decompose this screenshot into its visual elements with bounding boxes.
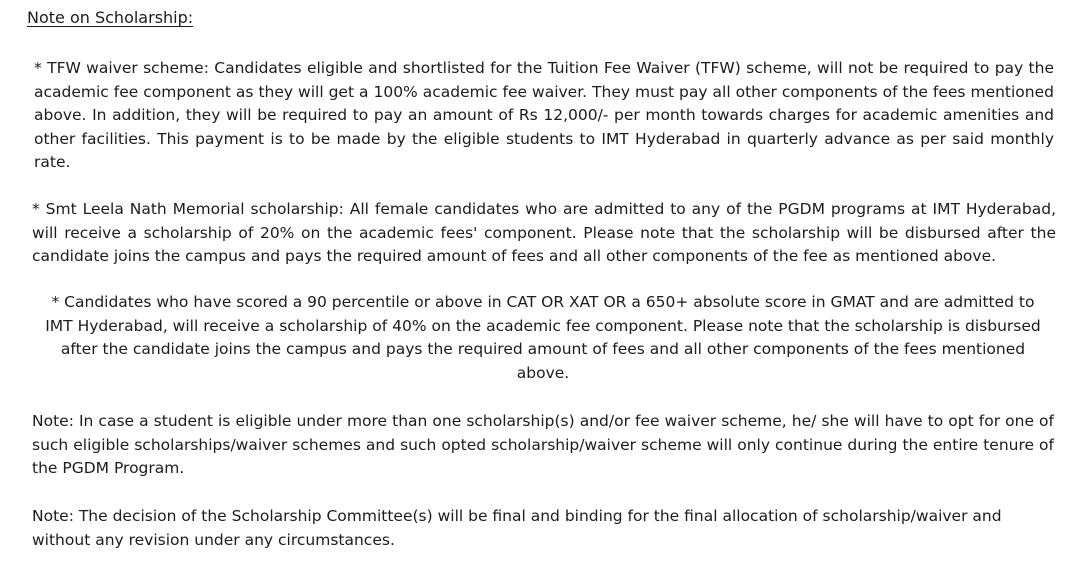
multiple-eligibility-note: Note: In case a student is eligible under more than one scholarship(s) and/or fee waiver scheme, he/ she will have to opt for one of such eligible scholarships/waiver schemes and such opted scholarship/waiver scheme will only continue during the entire tenure of the PGDM Program. (32, 412, 1054, 477)
tfw-waiver-paragraph: * TFW waiver scheme: Candidates eligible and shortlisted for the Tuition Fee Waiver (TFW) scheme, will not be required to pay the academic fee component as they will get a 100% academic fee waiver. They must pay all other components of the fees mentioned above. In addition, they will be required to pay an amount of Rs 12,000/- per month towards charges for academic amenities and other facilities. This payment is to be made by the eligible students to IMT Hyderabad in quarterly advance as per said monthly rate. (34, 59, 1054, 171)
percentile-scholarship-paragraph: * Candidates who have scored a 90 percentile or above in CAT OR XAT OR a 650+ absolute score in GMAT and are admitted to IMT Hyderabad, will receive a scholarship of 40% on the academic fee component. Please note that the scholarship is disbursed after the candidate joins the campus and pays the required amount of fees and all other components of the fees mentioned above. (45, 293, 1041, 382)
section-heading: Note on Scholarship: (27, 8, 194, 27)
leela-nath-scholarship-paragraph: * Smt Leela Nath Memorial scholarship: All female candidates who are admitted to any of the PGDM programs at IMT Hyderabad, will receive a scholarship of 20% on the academic fees' component. Please note that the scholarship will be disbursed after the candidate joins the campus and pays the required amount of fees and all other components of the fee as mentioned above. (32, 200, 1056, 265)
committee-decision-note: Note: The decision of the Scholarship Committee(s) will be final and binding for the final allocation of scholarship/waiver and without any revision under any circumstances. (32, 507, 1002, 549)
